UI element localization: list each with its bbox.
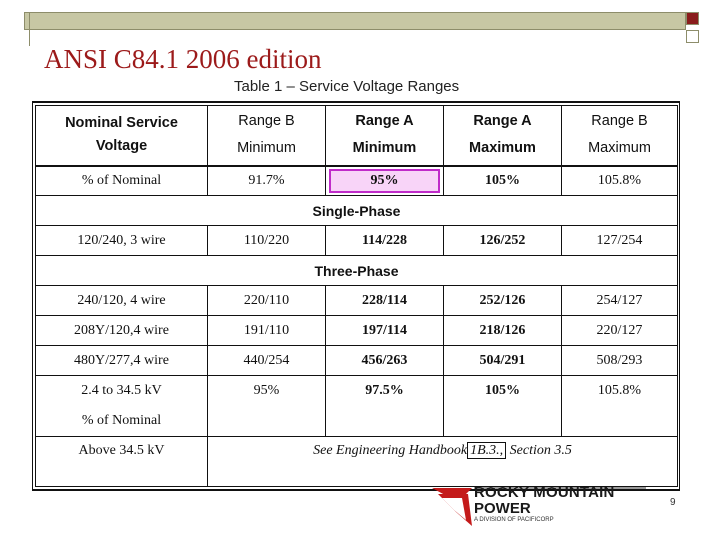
logo-text-line3: A DIVISION OF PACIFICORP <box>474 517 554 523</box>
row-nominal-voltage: 120/240, 3 wire <box>36 226 208 256</box>
row-range-a-max: 252/126 <box>444 286 562 316</box>
table-row <box>36 226 678 256</box>
above-row-note <box>208 437 678 487</box>
header-range-b-maximum <box>562 106 678 166</box>
row-range-a-min: 114/228 <box>326 226 444 256</box>
header-col2-line1: Range B <box>238 113 295 130</box>
percent-row-range-b-max: 105.8% <box>562 166 678 196</box>
header-nominal-service-voltage <box>36 106 208 166</box>
kv-row-label-line1: 2.4 to 34.5 kV <box>81 383 162 398</box>
header-col1-line2: Voltage <box>95 138 148 155</box>
section-row-three-phase <box>36 256 678 286</box>
kv-row-label-line2: % of Nominal <box>81 413 162 428</box>
kv-row-range-b-max: 105.8% <box>562 376 678 437</box>
header-col2-line2: Minimum <box>237 140 296 157</box>
header-col4-line1: Range A <box>473 113 532 130</box>
slide-title: ANSI C84.1 2006 edition <box>44 44 322 74</box>
section-row-single-phase <box>36 196 678 226</box>
highlighted-value: 95% <box>370 172 399 188</box>
percent-row-range-a-min-highlighted <box>326 166 444 196</box>
header-range-b-minimum <box>208 106 326 166</box>
section-label-three-phase: Three-Phase <box>36 256 678 286</box>
kv-range-row <box>36 376 678 437</box>
percent-row-label: % of Nominal <box>36 166 208 196</box>
percent-row-range-b-min: 91.7% <box>208 166 326 196</box>
header-range-a-minimum <box>326 106 444 166</box>
banner-vertical-rule <box>29 12 30 46</box>
row-range-b-max: 220/127 <box>562 316 678 346</box>
kv-row-range-a-max: 105% <box>444 376 562 437</box>
above-34-5-kv-row <box>36 437 678 487</box>
row-nominal-voltage: 240/120, 4 wire <box>36 286 208 316</box>
header-col5-line2: Maximum <box>588 140 651 157</box>
banner-white-square <box>686 30 699 43</box>
logo-white-cut <box>442 498 466 520</box>
row-range-a-min: 456/263 <box>326 346 444 376</box>
row-range-b-min: 220/110 <box>208 286 326 316</box>
table-row <box>36 316 678 346</box>
percent-of-nominal-row <box>36 166 678 196</box>
header-col5-line1: Range B <box>591 113 648 130</box>
row-range-a-min: 197/114 <box>326 316 444 346</box>
row-range-b-min: 440/254 <box>208 346 326 376</box>
table-caption: Table 1 – Service Voltage Ranges <box>234 78 460 95</box>
note-suffix: Section 3.5 <box>509 443 572 458</box>
voltage-range-table <box>35 105 678 487</box>
row-range-b-max: 508/293 <box>562 346 678 376</box>
row-nominal-voltage: 480Y/277,4 wire <box>36 346 208 376</box>
kv-row-range-a-min: 97.5% <box>326 376 444 437</box>
table-row <box>36 286 678 316</box>
header-range-a-maximum <box>444 106 562 166</box>
row-range-a-max: 218/126 <box>444 316 562 346</box>
kv-row-label <box>36 376 208 437</box>
header-col4-line2: Maximum <box>469 140 536 157</box>
row-range-a-min: 228/114 <box>326 286 444 316</box>
banner-red-square <box>686 12 699 25</box>
kv-row-range-b-min: 95% <box>208 376 326 437</box>
row-range-b-max: 254/127 <box>562 286 678 316</box>
logo-text-line1: ROCKY MOUNTAIN <box>474 484 615 501</box>
header-col3-line2: Minimum <box>352 140 417 157</box>
row-range-a-max: 504/291 <box>444 346 562 376</box>
section-label-single-phase: Single-Phase <box>36 196 678 226</box>
top-banner-bar <box>24 12 686 30</box>
row-range-a-max: 126/252 <box>444 226 562 256</box>
above-row-label: Above 34.5 kV <box>36 437 208 487</box>
header-col1-line1: Nominal Service <box>65 115 178 132</box>
note-prefix: See Engineering Handbook <box>313 443 468 458</box>
voltage-range-table-frame <box>32 101 680 491</box>
note-reference-link[interactable]: 1B.3., <box>467 442 506 459</box>
percent-row-range-a-max: 105% <box>444 166 562 196</box>
table-header-row <box>36 106 678 166</box>
row-nominal-voltage: 208Y/120,4 wire <box>36 316 208 346</box>
row-range-b-min: 191/110 <box>208 316 326 346</box>
table-row <box>36 346 678 376</box>
row-range-b-min: 110/220 <box>208 226 326 256</box>
row-range-b-max: 127/254 <box>562 226 678 256</box>
logo-text-line2: POWER <box>474 500 531 517</box>
header-col3-line1: Range A <box>355 113 414 130</box>
page-number: 9 <box>670 497 676 508</box>
